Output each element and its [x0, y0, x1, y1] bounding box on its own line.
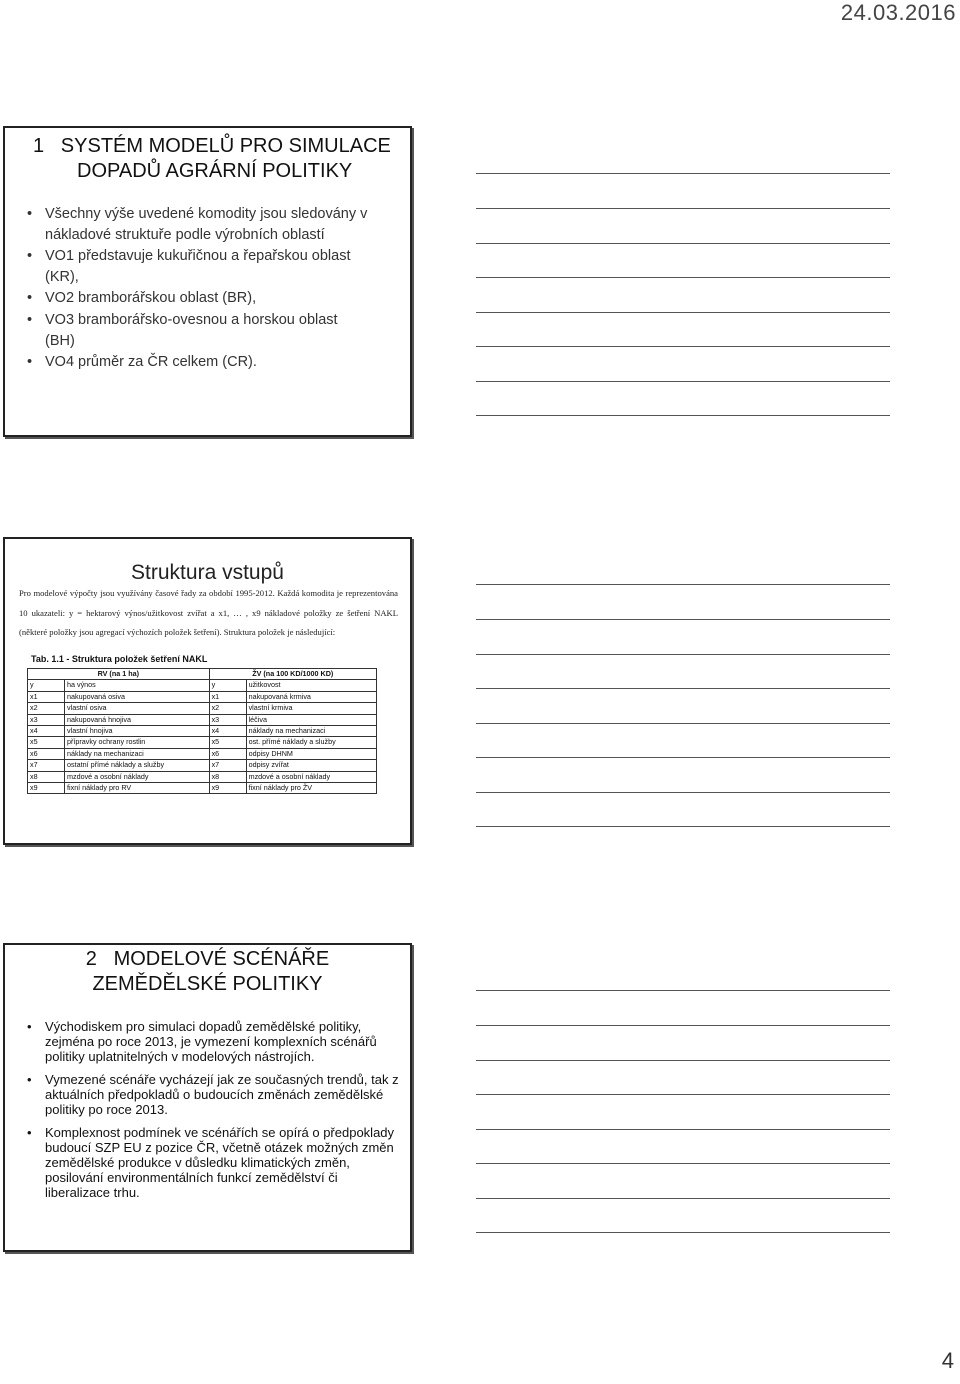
slide-2: [3, 537, 412, 845]
note-line: [476, 1060, 890, 1061]
note-line: [476, 654, 890, 655]
table-row: [28, 771, 377, 782]
zv-item: náklady na mechanizaci: [246, 726, 376, 737]
zv-item: užitkovost: [246, 680, 376, 691]
slide-2-paragraph: Pro modelové výpočty jsou využívány časové řady za období 1995-2012. Každá komodita je reprezentována 10 ukazateli: y = hektarový výnos/užitkovost zvířat a x1, … , x9 nákladové položky ze šetření NAKL (některé položky jsou agregací výchozích položek šetření). Struktura položek je následující:: [19, 588, 398, 637]
rv-code: x7: [28, 760, 65, 771]
slide-3-title-line-1: 2 MODELOVÉ SCÉNÁŘE: [85, 948, 330, 970]
note-line: [476, 826, 890, 827]
table-row: [28, 737, 377, 748]
zv-item: nakupovaná krmiva: [246, 691, 376, 702]
table-header-row: [28, 669, 377, 680]
slide-1-title-line-2: DOPADŮ AGRÁRNÍ POLITIKY: [77, 160, 353, 182]
zv-code: x8: [209, 771, 246, 782]
note-line: [476, 723, 890, 724]
rv-item: přípravky ochrany rostlin: [65, 737, 210, 748]
rv-code: y: [28, 680, 65, 691]
rv-code: x6: [28, 748, 65, 759]
rv-item: vlastní osiva: [65, 703, 210, 714]
rv-code: x8: [28, 771, 65, 782]
note-line: [476, 688, 890, 689]
page-number: 4: [941, 1348, 954, 1373]
table-row: [28, 680, 377, 691]
rv-item: ha výnos: [65, 680, 210, 691]
zv-item: odpisy zvířat: [246, 760, 376, 771]
rv-code: x9: [28, 783, 65, 794]
bullet-item: • VO2 bramborářskou oblast (BR),: [27, 288, 400, 309]
zv-item: odpisy DHNM: [246, 748, 376, 759]
zv-code: x6: [209, 748, 246, 759]
zv-code: x4: [209, 726, 246, 737]
rv-code: x5: [28, 737, 65, 748]
note-line: [476, 1129, 890, 1130]
rv-item: fixní náklady pro RV: [65, 783, 210, 794]
rv-item: mzdové a osobní náklady: [65, 771, 210, 782]
table-row: [28, 691, 377, 702]
zv-code: x7: [209, 760, 246, 771]
zv-code: y: [209, 680, 246, 691]
rv-item: nakupovaná hnojiva: [65, 714, 210, 725]
zv-item: vlastní krmiva: [246, 703, 376, 714]
slide-1-title-line-1: 1 SYSTÉM MODELŮ PRO SIMULACE: [33, 135, 391, 157]
zv-code: x5: [209, 737, 246, 748]
table-row: [28, 783, 377, 794]
zv-item: mzdové a osobní náklady: [246, 771, 376, 782]
note-line: [476, 584, 890, 585]
zv-header: ŽV (na 100 KD/1000 KD): [209, 669, 376, 680]
zv-item: ost. přímé náklady a služby: [246, 737, 376, 748]
note-line: [476, 381, 890, 382]
note-line: [476, 1094, 890, 1095]
slide-3-title: [5, 947, 410, 997]
slide-1-bullets: [27, 204, 400, 374]
rv-item: vlastní hnojiva: [65, 726, 210, 737]
note-line: [476, 757, 890, 758]
bullet-item: • Východiskem pro simulaci dopadů zemědělské politiky, zejména po roce 2013, je vymezení komplexních scénářů politiky uplatnitelných v modelových nástrojích.: [27, 1019, 400, 1064]
rv-item: ostatní přímé náklady a služby: [65, 760, 210, 771]
bullet-item: • Všechny výše uvedené komodity jsou sledovány v nákladové struktuře podle výrobních oblastí: [27, 204, 400, 245]
table-caption: Tab. 1.1 - Struktura položek šetření NAKL: [31, 654, 208, 664]
table-row: [28, 726, 377, 737]
note-line: [476, 990, 890, 991]
note-line: [476, 173, 890, 174]
note-line: [476, 1163, 890, 1164]
bullet-item: • Vymezené scénáře vycházejí jak ze současných trendů, tak z aktuálních předpokladů o budoucích změnách zemědělské politiky po roce 2013.: [27, 1072, 400, 1117]
rv-header: RV (na 1 ha): [28, 669, 210, 680]
slide-3-bullets: [27, 1019, 400, 1208]
rv-code: x2: [28, 703, 65, 714]
zv-item: léčiva: [246, 714, 376, 725]
table-row: [28, 703, 377, 714]
note-line: [476, 312, 890, 313]
rv-code: x3: [28, 714, 65, 725]
rv-item: nakupovaná osiva: [65, 691, 210, 702]
slide-3: [3, 943, 412, 1252]
note-line: [476, 415, 890, 416]
slide-1-title: [33, 134, 391, 184]
bullet-item: • VO3 bramborářsko-ovesnou a horskou oblast (BH): [27, 310, 400, 351]
bullet-item: • VO4 průměr za ČR celkem (CR).: [27, 352, 400, 373]
slide-1: [3, 126, 412, 437]
note-line: [476, 1025, 890, 1026]
zv-code: x9: [209, 783, 246, 794]
zv-code: x3: [209, 714, 246, 725]
note-line: [476, 346, 890, 347]
rv-item: náklady na mechanizaci: [65, 748, 210, 759]
slide-3-title-line-2: ZEMĚDĚLSKÉ POLITIKY: [92, 973, 323, 995]
rv-code: x1: [28, 691, 65, 702]
note-line: [476, 1198, 890, 1199]
note-line: [476, 208, 890, 209]
zv-item: fixní náklady pro ŽV: [246, 783, 376, 794]
note-line: [476, 1232, 890, 1233]
slide-2-title: Struktura vstupů: [131, 561, 284, 584]
zv-code: x1: [209, 691, 246, 702]
note-line: [476, 243, 890, 244]
note-line: [476, 277, 890, 278]
zv-code: x2: [209, 703, 246, 714]
rv-code: x4: [28, 726, 65, 737]
note-line: [476, 619, 890, 620]
table-row: [28, 714, 377, 725]
note-line: [476, 792, 890, 793]
bullet-item: • Komplexnost podmínek ve scénářích se opírá o předpoklady budoucí SZP EU z pozice ČR, včetně otázek možných změn zemědělské produkce v důsledku klimatických změn, posilování environmentálních funkcí zemědělství či liberalizace trhu.: [27, 1125, 400, 1200]
table-row: [28, 748, 377, 759]
date-label: 24.03.2016: [840, 0, 956, 25]
table-row: [28, 760, 377, 771]
bullet-item: • VO1 představuje kukuřičnou a řepařskou oblast (KR),: [27, 246, 400, 287]
nakl-table: [27, 668, 377, 794]
